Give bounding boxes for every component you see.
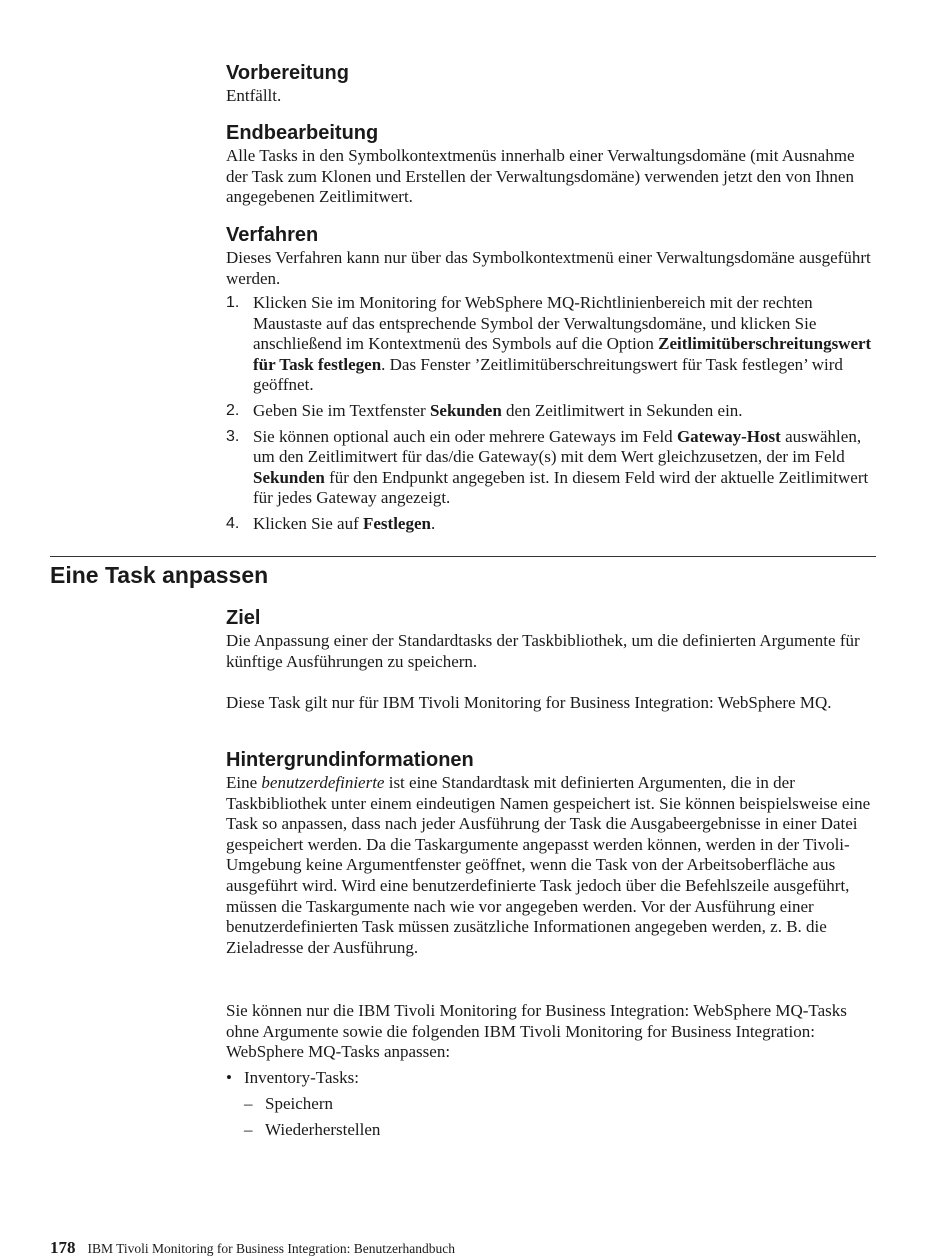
sub-list <box>244 1094 844 1140</box>
step-text: . Das Fenster ’Zeitlimitüberschreitungswert für Task festlegen’ wird geöffnet. <box>253 354 843 395</box>
step-number: 3. <box>226 427 240 445</box>
step-bold-button: Festlegen <box>363 513 431 533</box>
step-item <box>226 427 876 509</box>
paragraph-text: ist eine Standardtask mit definierten Argumenten, die in der Taskbibliothek unter einem eindeutigen Namen gespeichert ist. Sie können beispielsweise eine Task so anpassen, dass nach jeder Ausführung der Task die Ausgabeergebnisse in einer Datei gespeichert werden. Da die Taskargumente angepasst werden können, werden in der Tivoli-Umgebung keine Argumentfenster geöffnet, wenn die Task von der Arbeitsoberfläche aus ausgeführt wird. Wird eine benutzerdefinierte Task jedoch über die Befehlszeile ausgeführt, müssen die Taskargumente nach wie vor angegeben werden. Vor der Ausführung einer benutzerdefinierten Task müssen zusätzliche Informationen angegeben werden, z. B. die Zieladresse der Ausführung. <box>226 773 871 957</box>
heading-hintergrundinformationen: Hintergrundinformationen <box>226 749 474 771</box>
vorbereitung-text: Entfällt. <box>226 86 282 105</box>
step-bold-field: Sekunden <box>429 400 502 420</box>
verfahren-intro: Dieses Verfahren kann nur über das Symbolkontextmenü einer Verwaltungsdomäne ausgeführt werden. <box>226 248 871 288</box>
sub-list-item <box>244 1120 844 1141</box>
step-text: . <box>430 513 436 533</box>
step-bold-field: Sekunden <box>253 467 325 487</box>
step-text: den Zeitlimitwert in Sekunden ein. <box>501 400 743 420</box>
step-bold-option: Zeitlimitüberschreitungswert für Task festlegen <box>253 334 872 374</box>
heading-endbearbeitung: Endbearbeitung <box>226 122 379 144</box>
ziel-paragraph-2: Diese Task gilt nur für IBM Tivoli Monitoring for Business Integration: WebSphere MQ. <box>226 693 832 712</box>
page-footer <box>50 1238 455 1258</box>
procedure-steps <box>226 293 876 540</box>
section-title: Eine Task anpassen <box>50 562 269 588</box>
step-number: 1. <box>226 294 240 311</box>
heading-ziel: Ziel <box>226 607 261 629</box>
step-text: Klicken Sie im Monitoring for WebSphere MQ-Richtlinienbereich mit der rechten Maustaste auf das entsprechende Symbol der Verwaltungsdomäne, und klicken Sie anschließend im Kontextmenü des Symbols auf die Option <box>253 293 817 354</box>
step-text: Sie können optional auch ein oder mehrere Gateways im Feld <box>253 426 677 446</box>
footer-title: IBM Tivoli Monitoring for Business Integration: Benutzerhandbuch <box>87 1241 455 1256</box>
hintergrund-paragraph-2: Sie können nur die IBM Tivoli Monitoring for Business Integration: WebSphere MQ-Tasks ohne Argumente sowie die folgenden IBM Tivoli Monitoring for Business Integration: WebSphere MQ-Tasks anpassen: <box>226 1001 847 1062</box>
heading-vorbereitung: Vorbereitung <box>226 62 349 84</box>
step-text: Klicken Sie auf <box>253 513 363 533</box>
emphasized-term: benutzerdefinierte <box>261 773 385 792</box>
sub-list-item <box>244 1094 844 1115</box>
step-item <box>226 293 876 396</box>
sub-list-item-label: Speichern <box>265 1094 333 1113</box>
bullet-mark: • <box>226 1068 232 1087</box>
step-bold-field: Gateway-Host <box>676 426 781 446</box>
dash-mark: – <box>244 1119 253 1139</box>
dash-mark: – <box>244 1094 253 1113</box>
hintergrund-paragraph-1 <box>226 773 876 958</box>
ziel-paragraph-1: Die Anpassung einer der Standardtasks der Taskbibliothek, um die definierten Argumente für künftige Ausführungen zu speichern. <box>226 631 860 671</box>
sub-list-item-label: Wiederherstellen <box>265 1119 381 1139</box>
page-number: 178 <box>50 1238 76 1257</box>
step-text: auswählen, um den Zeitlimitwert für das/die Gateway(s) mit dem Wert gleichzusetzen, der im Feld <box>253 426 862 467</box>
task-list <box>226 1068 876 1089</box>
paragraph-text: Eine <box>226 773 262 792</box>
step-number: 2. <box>226 401 240 419</box>
step-number: 4. <box>226 514 240 532</box>
step-text: für den Endpunkt angegeben ist. In diesem Feld wird der aktuelle Zeitlimitwert für jedes Gateway angezeigt. <box>253 467 869 508</box>
list-item-label: Inventory-Tasks: <box>244 1068 359 1087</box>
endbearbeitung-text: Alle Tasks in den Symbolkontextmenüs innerhalb einer Verwaltungsdomäne (mit Ausnahme der Task zum Klonen und Erstellen der Verwaltungsdomäne) verwenden jetzt den von Ihnen angegebenen Zeitlimitwert. <box>226 146 855 207</box>
step-item <box>226 401 876 422</box>
heading-verfahren: Verfahren <box>226 224 319 246</box>
step-item <box>226 514 876 535</box>
step-text: Geben Sie im Textfenster <box>253 400 430 420</box>
list-item <box>226 1068 876 1089</box>
section-divider <box>50 556 876 557</box>
